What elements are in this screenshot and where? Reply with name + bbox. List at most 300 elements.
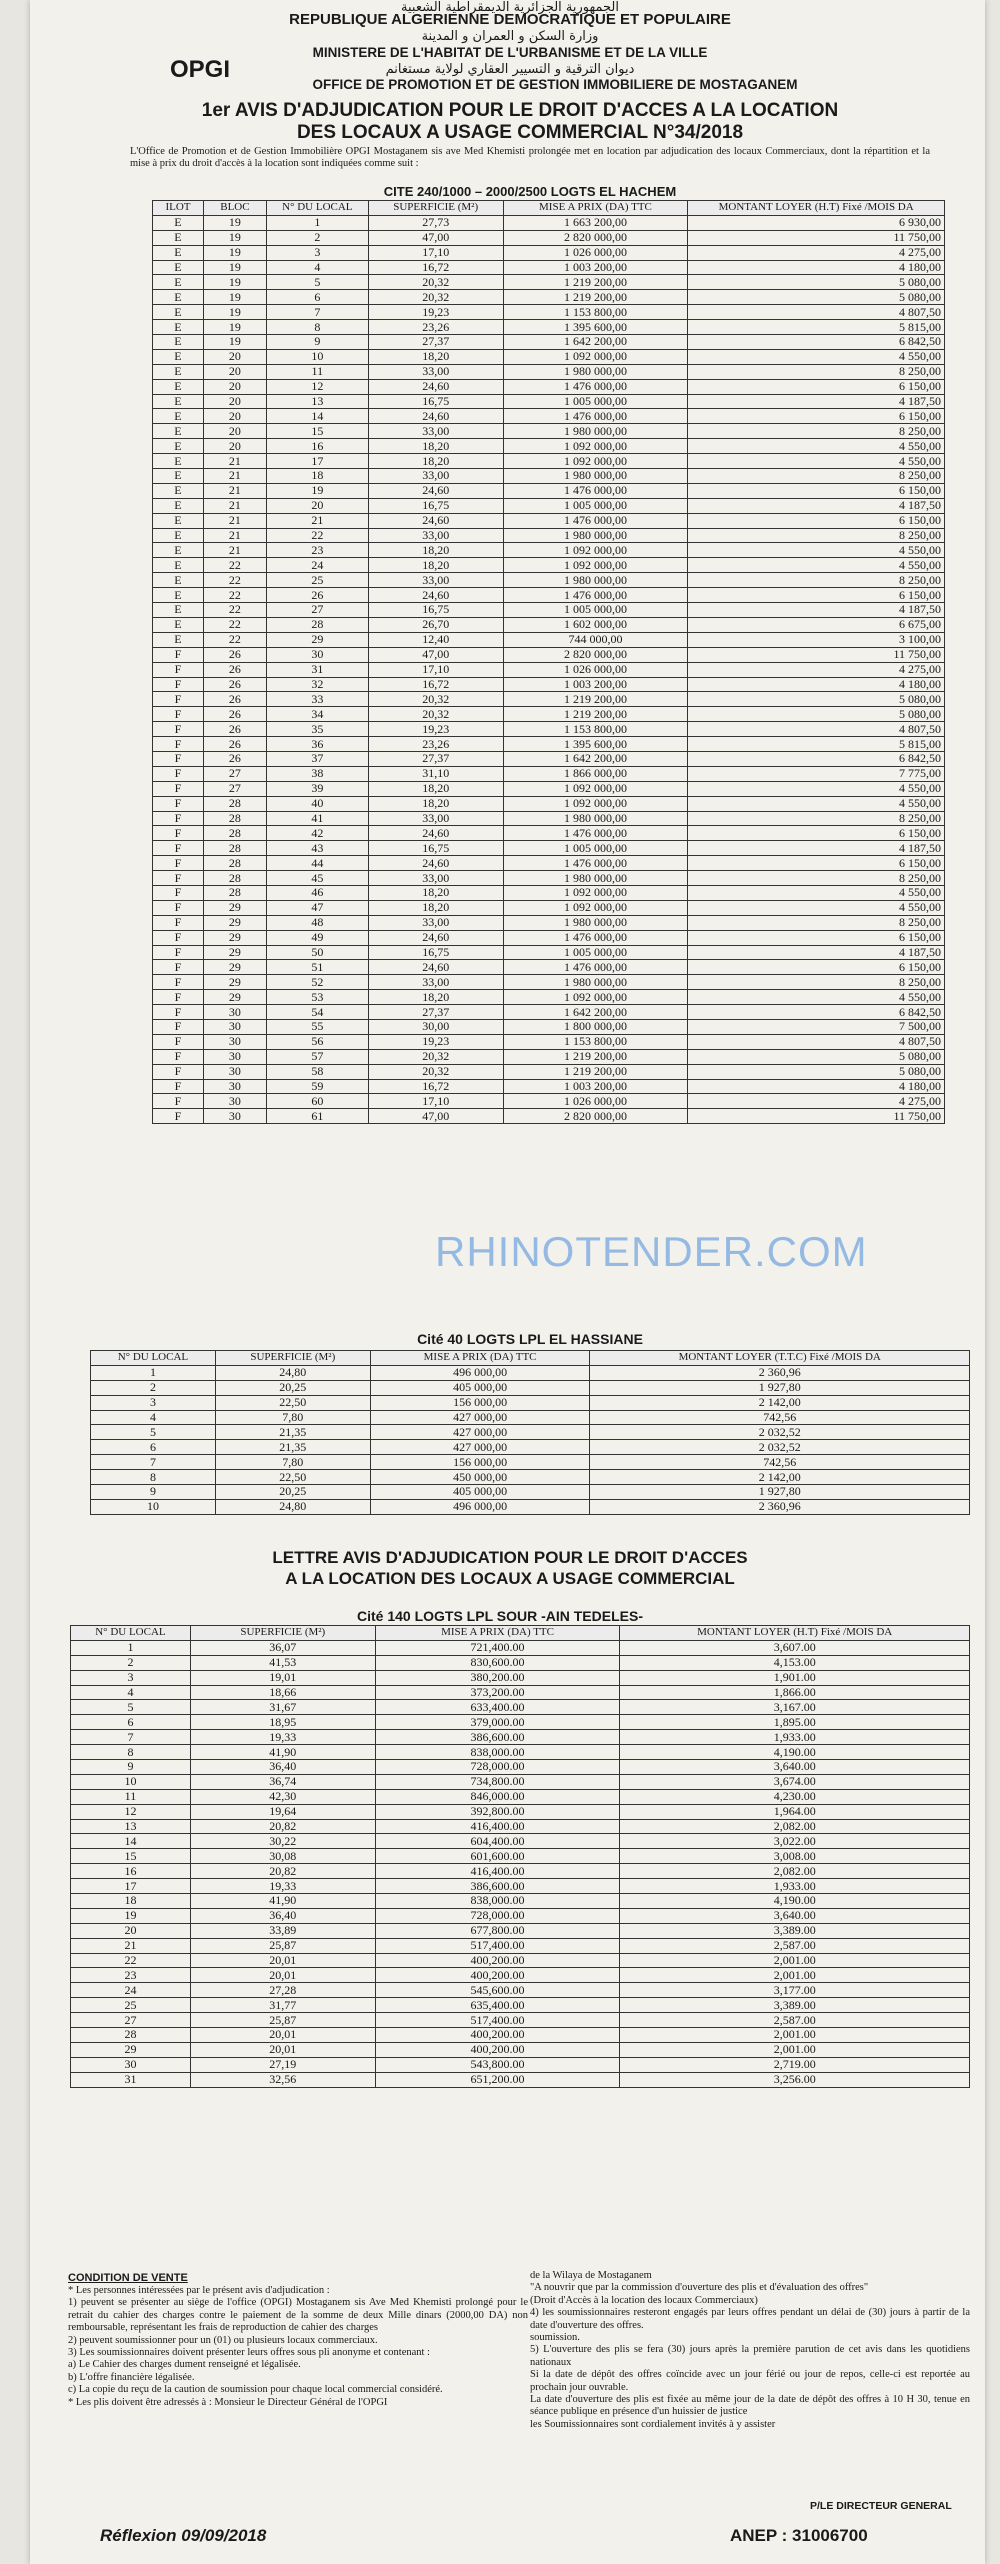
table-cell: 23 [71,1968,191,1983]
table-cell: 6 150,00 [688,826,945,841]
table-cell: 10 [266,349,368,364]
table-cell: 24,60 [368,513,503,528]
table-row [153,349,945,364]
table-cell: 1 476 000,00 [503,513,688,528]
table-cell: E [153,215,204,230]
table-cell: 20 [203,424,266,439]
table-cell: 30 [203,1034,266,1049]
table-row [153,454,945,469]
table-cell: 2 142,00 [590,1470,970,1485]
table-header-row [153,201,945,216]
table-cell: F [153,1019,204,1034]
table-cell: F [153,692,204,707]
table-cell: 21 [203,513,266,528]
table-row [153,1019,945,1034]
table-cell: 8 [266,320,368,335]
table-cell: 2,082.00 [620,1819,970,1834]
table-cell: 29 [203,945,266,960]
table-cell: 11 750,00 [688,647,945,662]
table-cell: 40 [266,796,368,811]
table-cell: F [153,722,204,737]
col-header: BLOC [203,201,266,216]
col-header: MISE A PRIX (DA) TTC [503,201,688,216]
table-cell: 386,600.00 [375,1879,620,1894]
table-cell: 61 [266,1109,368,1124]
watermark: RHINOTENDER.COM [435,1228,868,1275]
table-cell: 12 [266,379,368,394]
table-row [71,1908,970,1923]
table-cell: F [153,796,204,811]
table-cell: 543,800.00 [375,2057,620,2072]
table-cell: 1 005 000,00 [503,945,688,960]
table-cell: 20 [203,409,266,424]
table-header-row [91,1351,970,1366]
table-row [153,722,945,737]
table-cell: 6 150,00 [688,409,945,424]
table-cell: 31,77 [190,1998,375,2013]
table-cell: 19 [203,335,266,350]
table-cell: 29 [203,900,266,915]
table-cell: 24 [266,558,368,573]
table-cell: 21,35 [215,1425,370,1440]
table-cell: 27,37 [368,751,503,766]
table-cell: 400,200.00 [375,2042,620,2057]
table-cell: F [153,766,204,781]
table-cell: 18,20 [368,885,503,900]
table-cell: 20,01 [190,2042,375,2057]
condition-paragraph: Si la date de dépôt des offres coïncide avec un jour férié ou jour de repos, celle-ci est reportée au prochain jour ouvrable. [530,2369,970,2393]
table-cell: 1 153 800,00 [503,1034,688,1049]
table-row [153,647,945,662]
table-row [153,379,945,394]
table-cell: 19,33 [190,1730,375,1745]
table-cell: E [153,245,204,260]
table-cell: 6 930,00 [688,215,945,230]
table-cell: F [153,1049,204,1064]
table-cell: 6 150,00 [688,483,945,498]
table-cell: 4 [91,1410,216,1425]
table-cell: 2 820 000,00 [503,647,688,662]
table-cell: 20,25 [215,1485,370,1500]
table-cell: 33 [266,692,368,707]
table-cell: 4 187,50 [688,841,945,856]
condition-paragraph: "A nouvrir que par la commission d'ouverture des plis et d'évaluation des offres" [530,2282,869,2294]
table-cell: E [153,528,204,543]
table-cell: 1 092 000,00 [503,543,688,558]
table-cell: 20,32 [368,692,503,707]
table-cell: 16,72 [368,260,503,275]
table-cell: 6 150,00 [688,588,945,603]
table-cell: 728,000.00 [375,1908,620,1923]
table-row [153,1005,945,1020]
table-cell: 1 [71,1640,191,1655]
table-cell: 20,32 [368,1049,503,1064]
table-cell: E [153,275,204,290]
newspaper-page [30,0,985,2564]
conditions-left [68,2285,528,2409]
table-cell: 36,07 [190,1640,375,1655]
table-cell: 7 775,00 [688,766,945,781]
table-cell: 1 800 000,00 [503,1019,688,1034]
table-cell: 3 [266,245,368,260]
table-cell: F [153,1079,204,1094]
table-row [153,1109,945,1124]
table-row [153,364,945,379]
condition-paragraph: les Soumissionnaires sont cordialement invités à y assister [530,2418,776,2430]
condition-paragraph: 1) peuvent se présenter au siège de l'office (OPGI) Mostaganem sis Ave Med Khemisti prolongé pour le retrait du cahier des charges contre le paiement de la somme de deux Mille dinars (2000,00 DA) non remboursable, représentant les frais de reproduction de cahier des charges [68,2297,528,2334]
table-cell: 26 [266,588,368,603]
table-cell: 2 032,52 [590,1440,970,1455]
table-cell: 1 980 000,00 [503,469,688,484]
table-cell: 10 [91,1499,216,1514]
table-cell: 1,901.00 [620,1670,970,1685]
table-cell: 4 187,50 [688,945,945,960]
table-cell: 1 092 000,00 [503,781,688,796]
table-row [71,1670,970,1685]
table-cell: 496 000,00 [370,1365,590,1380]
table-cell: 20,32 [368,275,503,290]
table-cell: 21 [203,528,266,543]
header-republic: REPUBLIQUE ALGERIENNE DEMOCRATIQUE ET POPULAIRE [289,11,731,28]
table-cell: E [153,364,204,379]
table-cell: 48 [266,915,368,930]
table-row [153,335,945,350]
cite-sour-heading: Cité 140 LOGTS LPL SOUR -AIN TEDELES- [356,1608,643,1624]
table-cell: 33,00 [368,975,503,990]
table-row [153,1049,945,1064]
table-row [153,230,945,245]
table-cell: 11 [71,1789,191,1804]
table-cell: 6 842,50 [688,751,945,766]
table-cell: 386,600.00 [375,1730,620,1745]
table-cell: 16,72 [368,677,503,692]
table-cell: 41,53 [190,1655,375,1670]
table-cell: F [153,1064,204,1079]
table-row [153,513,945,528]
table-cell: 31 [266,662,368,677]
table-cell: 400,200.00 [375,1953,620,1968]
table-row [71,1938,970,1953]
table-cell: 6 150,00 [688,379,945,394]
table-cell: 26 [203,722,266,737]
table-cell: 28 [203,796,266,811]
table-cell: 1 642 200,00 [503,335,688,350]
table-row [153,603,945,618]
table-cell: 24,80 [215,1365,370,1380]
table-cell: 1 003 200,00 [503,260,688,275]
table-cell: 1 005 000,00 [503,498,688,513]
table-cell: 27,19 [190,2057,375,2072]
table-row [153,245,945,260]
table-cell: 7 500,00 [688,1019,945,1034]
table-cell: 838,000.00 [375,1894,620,1909]
letter-title-line1: LETTRE AVIS D'ADJUDICATION POUR LE DROIT D'ACCES [272,1548,748,1567]
table-cell: 60 [266,1094,368,1109]
table-cell: 400,200.00 [375,2028,620,2043]
col-header: SUPERFICIE (M²) [215,1351,370,1366]
table-cell: 4 550,00 [688,558,945,573]
table-cell: 728,000.00 [375,1760,620,1775]
table-cell: E [153,379,204,394]
table-cell: 17,10 [368,1094,503,1109]
table-cell: 373,200.00 [375,1685,620,1700]
table-cell: 6 150,00 [688,960,945,975]
table-row [153,409,945,424]
table-row [153,796,945,811]
table-row [153,588,945,603]
header-ministry: MINISTERE DE L'HABITAT DE L'URBANISME ET DE LA VILLE [312,45,708,60]
table-cell: 19 [203,320,266,335]
table-cell: 1 026 000,00 [503,245,688,260]
table-cell: 4 187,50 [688,603,945,618]
table-cell: 601,600.00 [375,1849,620,1864]
table-cell: 1 092 000,00 [503,454,688,469]
table-cell: 26 [203,677,266,692]
table-row [71,1730,970,1745]
table-row [153,707,945,722]
table-cell: F [153,662,204,677]
table-cell: 2 142,00 [590,1395,970,1410]
table-row [153,915,945,930]
table-cell: 18 [266,469,368,484]
table-cell: 2,001.00 [620,1968,970,1983]
table-cell: F [153,826,204,841]
table-cell: 19 [203,245,266,260]
table-cell: F [153,1034,204,1049]
table-cell: E [153,424,204,439]
col-header: SUPERFICIE (M²) [368,201,503,216]
table-cell: 450 000,00 [370,1470,590,1485]
table-cell: E [153,603,204,618]
table-cell: E [153,320,204,335]
table-cell: 29 [203,975,266,990]
table-cell: F [153,975,204,990]
table-cell: 3,389.00 [620,1923,970,1938]
table-cell: 1 642 200,00 [503,1005,688,1020]
table-cell: 1 927,80 [590,1380,970,1395]
table-row [91,1499,970,1514]
table-row [153,424,945,439]
table-row [71,1804,970,1819]
table-cell: 4 187,50 [688,394,945,409]
table-cell: 19 [203,230,266,245]
table-row [91,1395,970,1410]
table-row [153,528,945,543]
table-cell: 392,800.00 [375,1804,620,1819]
table-cell: 39 [266,781,368,796]
table-cell: 55 [266,1019,368,1034]
table-cell: 26 [203,662,266,677]
table-cell: 1 092 000,00 [503,349,688,364]
table-cell: 5 [71,1700,191,1715]
table-cell: 4,230.00 [620,1789,970,1804]
table-cell: 20 [203,379,266,394]
table-cell: 3 [71,1670,191,1685]
table-cell: 35 [266,722,368,737]
table-cell: E [153,498,204,513]
table-cell: 12,40 [368,632,503,647]
table-row [153,1034,945,1049]
table-cell: 18,20 [368,781,503,796]
table-row [91,1425,970,1440]
table-cell: 416,400.00 [375,1864,620,1879]
table-cell: 1 980 000,00 [503,915,688,930]
letter-title-line2: A LA LOCATION DES LOCAUX A USAGE COMMERCIAL [285,1569,735,1588]
table-cell: 1 219 200,00 [503,692,688,707]
table-row [71,1789,970,1804]
table-cell: 633,400.00 [375,1700,620,1715]
table-cell: 2,001.00 [620,1953,970,1968]
table-cell: F [153,647,204,662]
table-cell: 18,20 [368,796,503,811]
table-cell: 33,00 [368,424,503,439]
table-cell: F [153,856,204,871]
table-cell: 8 [71,1745,191,1760]
table-row [153,990,945,1005]
table-cell: E [153,305,204,320]
table-row [91,1410,970,1425]
table-row [153,483,945,498]
table-cell: 2 032,52 [590,1425,970,1440]
table-cell: 427 000,00 [370,1425,590,1440]
table-cell: 1 980 000,00 [503,811,688,826]
table-cell: 7 [266,305,368,320]
table-cell: 8 250,00 [688,915,945,930]
table-row [153,215,945,230]
col-header: SUPERFICIE (M²) [190,1626,375,1641]
table-cell: 44 [266,856,368,871]
table-cell: 1 927,80 [590,1485,970,1500]
table-row [153,692,945,707]
table-cell: 2,719.00 [620,2057,970,2072]
table-cell: E [153,617,204,632]
col-header: MONTANT LOYER (H.T) Fixé /MOIS DA [620,1626,970,1641]
table-row [153,498,945,513]
table-row [71,1760,970,1775]
table-cell: 3,256.00 [620,2072,970,2087]
table-row [153,305,945,320]
table-cell: 41,90 [190,1745,375,1760]
table-cell: 27,37 [368,1005,503,1020]
table-cell: 677,800.00 [375,1923,620,1938]
table-cell: 30 [203,1094,266,1109]
table-cell: 36,40 [190,1908,375,1923]
table-cell: 2,587.00 [620,1938,970,1953]
table-cell: 5 [266,275,368,290]
table-cell: 3,640.00 [620,1908,970,1923]
table-cell: 6 150,00 [688,856,945,871]
table-cell: 20 [203,349,266,364]
table-row [153,1094,945,1109]
table-cell: 19 [203,260,266,275]
table-cell: 734,800.00 [375,1774,620,1789]
table-cell: 20,01 [190,1968,375,1983]
table-cell: 2 820 000,00 [503,1109,688,1124]
table-cell: E [153,409,204,424]
table-cell: 1 476 000,00 [503,930,688,945]
table-cell: 25,87 [190,2013,375,2028]
table-row [153,543,945,558]
table-cell: F [153,811,204,826]
table-cell: 1 476 000,00 [503,960,688,975]
table-cell: F [153,1005,204,1020]
table-cell: 5 815,00 [688,737,945,752]
table-cell: E [153,513,204,528]
table-cell: 21 [71,1938,191,1953]
table-cell: 24,80 [215,1499,370,1514]
table-cell: 4,190.00 [620,1745,970,1760]
table-cell: 4 275,00 [688,245,945,260]
table-cell: 604,400.00 [375,1834,620,1849]
table-cell: 22 [203,588,266,603]
table-cell: 4 550,00 [688,543,945,558]
table-cell: 1 026 000,00 [503,662,688,677]
table-cell: 1 092 000,00 [503,990,688,1005]
table-cell: 18,20 [368,349,503,364]
table-cell: 4 180,00 [688,1079,945,1094]
table-cell: 23,26 [368,320,503,335]
table-cell: 19,23 [368,305,503,320]
table-cell: 21 [203,454,266,469]
table-cell: 29 [71,2042,191,2057]
table-cell: 545,600.00 [375,1983,620,1998]
table-cell: 19 [266,483,368,498]
table-cell: 7 [71,1730,191,1745]
table-cell: 6 842,50 [688,335,945,350]
table-cell: 25 [71,1998,191,2013]
table-cell: 24,60 [368,588,503,603]
condition-paragraph: La date d'ouverture des plis est fixée au même jour de la date de dépôt des offres à 10 H 30, tenue en séance publique en présence d'un huissier de justice [530,2394,970,2418]
table-cell: 20,32 [368,1064,503,1079]
table-cell: 47,00 [368,647,503,662]
table-cell: 5 080,00 [688,290,945,305]
table-cell: 1,964.00 [620,1804,970,1819]
table-cell: 47 [266,900,368,915]
table-cell: F [153,871,204,886]
table-cell: 1 663 200,00 [503,215,688,230]
table-cell: F [153,677,204,692]
table-row [153,677,945,692]
table-cell: 517,400.00 [375,1938,620,1953]
table-cell: 18,95 [190,1715,375,1730]
table-el-hassiane-wrap [90,1350,970,1515]
table-cell: 1 980 000,00 [503,975,688,990]
table-cell: 846,000.00 [375,1789,620,1804]
table-cell: 11 750,00 [688,1109,945,1124]
table-cell: 1 476 000,00 [503,826,688,841]
table-el-hassiane [90,1350,970,1515]
table-cell: 4 180,00 [688,260,945,275]
table-cell: 2 [71,1655,191,1670]
table-cell: 16,75 [368,841,503,856]
table-cell: 46 [266,885,368,900]
table-cell: 8 250,00 [688,975,945,990]
table-cell: 19 [203,290,266,305]
table-cell: 28 [266,617,368,632]
table-cell: 33,00 [368,528,503,543]
table-cell: 4 275,00 [688,662,945,677]
condition-paragraph: c) La copie du reçu de la caution de soumission pour chaque local commercial considéré. [68,2384,443,2396]
table-cell: 838,000.00 [375,1745,620,1760]
table-cell: E [153,454,204,469]
table-cell: 1 980 000,00 [503,424,688,439]
table-cell: 45 [266,871,368,886]
table-cell: 18 [71,1894,191,1909]
header-arabic-top: الجمهورية الجزائرية الديمقراطية الشعبية [401,0,619,15]
table-cell: 25 [266,573,368,588]
table-cell: 5 080,00 [688,1049,945,1064]
table-cell: 20,01 [190,2028,375,2043]
